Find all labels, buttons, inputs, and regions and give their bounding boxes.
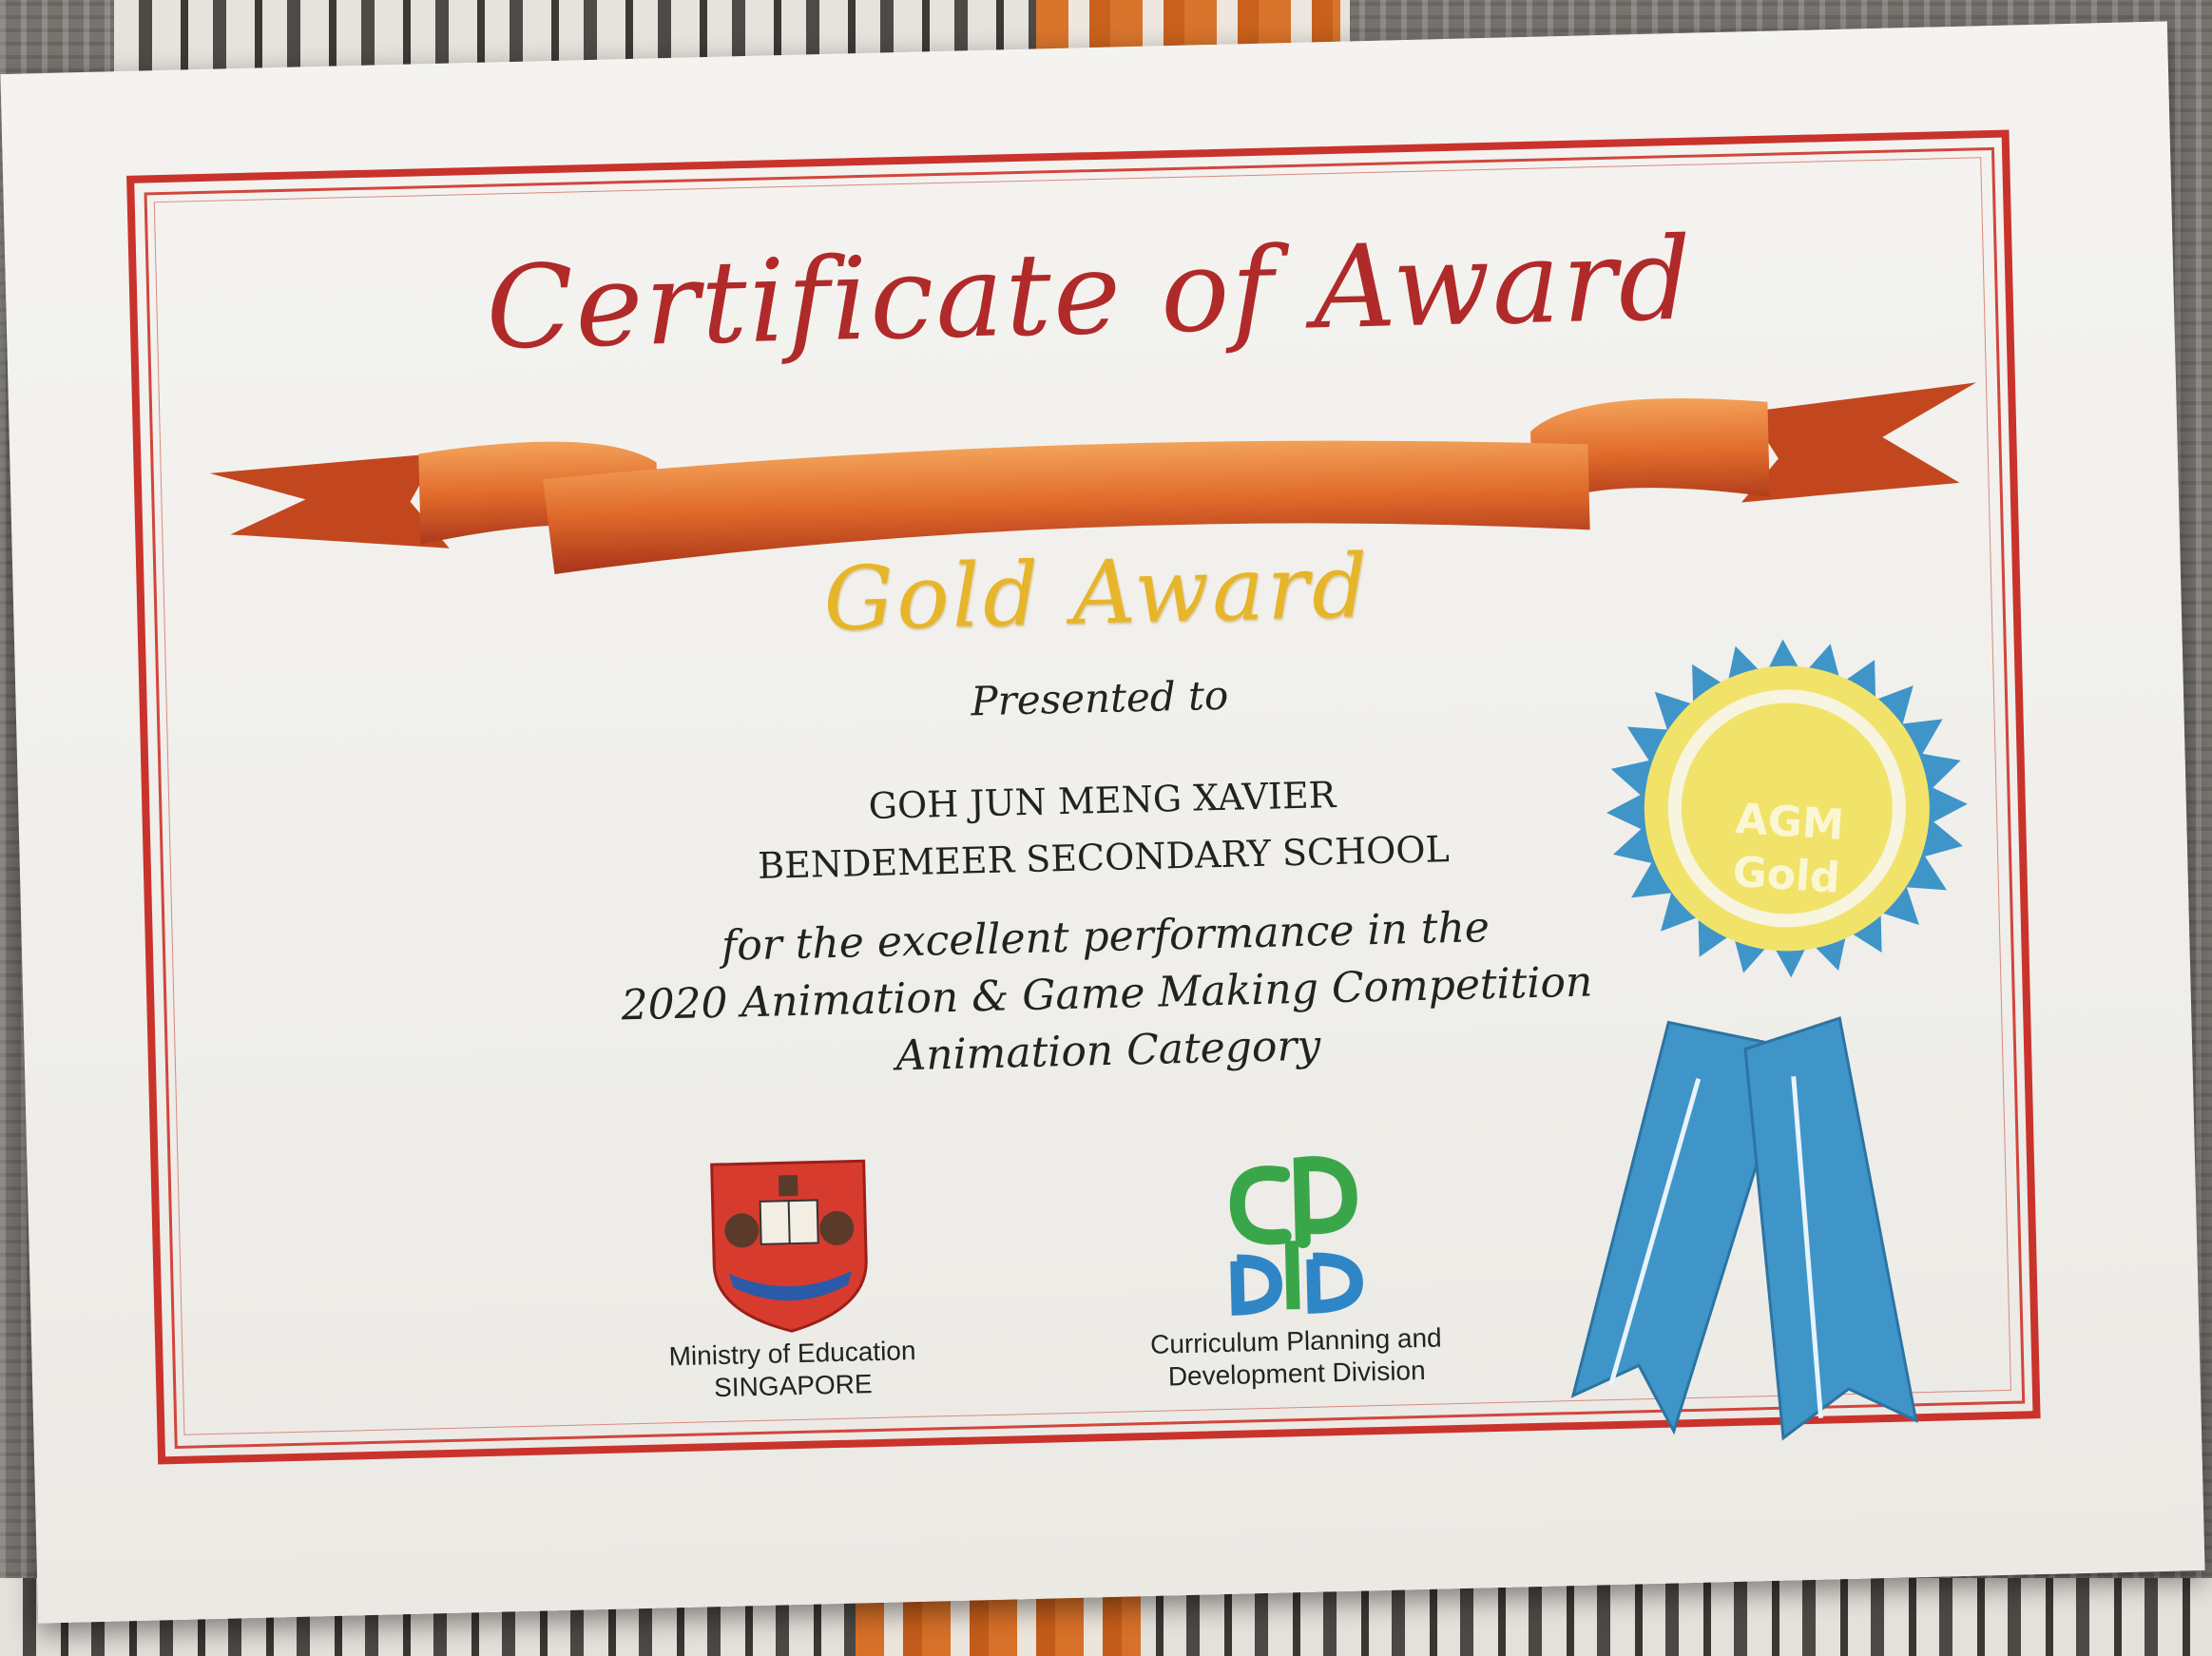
cpdd-logo-block	[1082, 1141, 1506, 1396]
moe-crest-icon	[707, 1156, 873, 1336]
rosette-line-2: Gold	[1731, 847, 1842, 903]
cpdd-caption-line-1: Curriculum Planning and	[1149, 1322, 1443, 1359]
certificate-paper	[0, 21, 2204, 1623]
citation-line-1: for the excellent performance in the	[721, 903, 1491, 971]
award-rosette-icon	[1497, 595, 2050, 1463]
certificate-title: Certificate of Award	[484, 213, 1696, 375]
citation-line-2: 2020 Animation & Game Making Competition	[620, 957, 1593, 1030]
citation-line-3: Animation Category	[894, 1021, 1321, 1081]
rosette-line-1: AGM	[1734, 794, 1846, 850]
recipient-name: GOH JUN MENG XAVIER	[868, 774, 1337, 828]
moe-caption-line-2: SINGAPORE	[713, 1369, 873, 1403]
award-level: Gold Award	[822, 535, 1372, 651]
moe-caption-line-1: Ministry of Education	[668, 1335, 916, 1372]
rosette-label	[1671, 789, 1906, 910]
recipient-school: BENDEMEER SECONDARY SCHOOL	[757, 828, 1451, 887]
cpdd-caption-line-2: Development Division	[1167, 1355, 1426, 1392]
moe-logo-block	[617, 1154, 965, 1407]
cpdd-logo-icon	[1215, 1144, 1371, 1323]
presented-to-label: Presented to	[970, 671, 1229, 725]
